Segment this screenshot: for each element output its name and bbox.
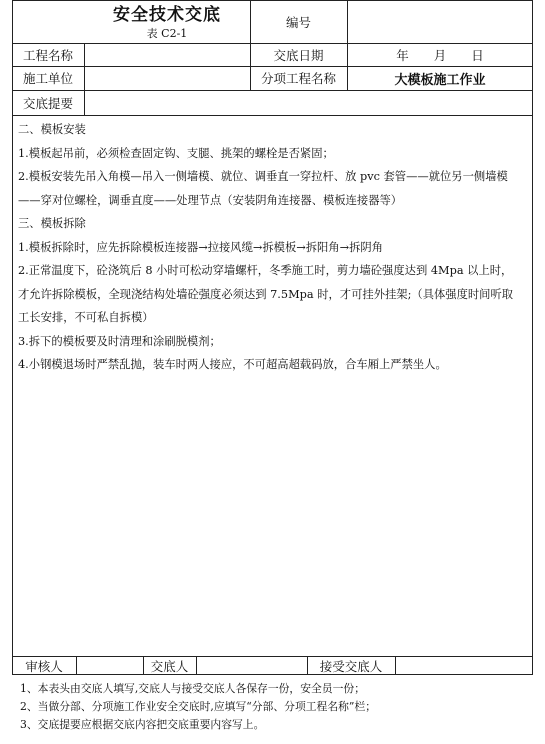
form-code: 表 C2-1 <box>146 27 188 40</box>
content-line: ——穿对位螺栓，调垂直度——处理节点（安装阴角连接器、模板连接器等） <box>18 193 403 207</box>
project-name-field[interactable] <box>84 43 250 66</box>
content-line: 工长安排，不可私自拆模） <box>18 311 154 324</box>
content-line: 2.正常温度下，砼浇筑后 8 小时可松动穿墙螺杆，冬季施工时，剪力墙砼强度达到 4Mpa 以上时， <box>18 264 513 277</box>
content-line: 二、模板安装 <box>18 123 86 136</box>
date-label: 交底日期 <box>273 47 324 63</box>
content-line: 1.模板拆除时，应先拆除模板连接器→拉接风缆→拆模板→拆阳角→拆阴角 <box>18 240 383 254</box>
reviewer-field[interactable] <box>76 656 143 675</box>
content-line: 才允许拆除模板，全现浇结构处墙砼强度必须达到 7.5Mpa 时，才可挂外挂架;（具体强度时间听取 <box>18 287 514 301</box>
subproject-field[interactable]: 大模板施工作业 <box>394 72 486 88</box>
receiver-label: 接受交底人 <box>319 658 383 674</box>
discloser-label: 交底人 <box>150 658 189 674</box>
summary-label: 交底提要 <box>22 95 73 111</box>
content-line: 2.模板安装先吊入角模—吊入一侧墙模、就位、调垂直一穿拉杆、放 pvc 套管——就位另一侧墙模 <box>18 170 508 183</box>
note-item: 1、本表头由交底人填写,交底人与接受交底人各保存一份，安全员一份； <box>20 682 366 695</box>
row-divider <box>12 115 533 116</box>
reviewer-label: 审核人 <box>25 658 63 674</box>
footer-notes <box>20 680 535 734</box>
number-field[interactable] <box>347 0 533 43</box>
form-title: 安全技术交底 <box>113 4 221 25</box>
note-item: 3、交底提要应根据交底内容把交底重要内容写上。 <box>20 718 265 731</box>
project-name-label: 工程名称 <box>22 47 73 63</box>
receiver-field[interactable] <box>395 656 533 675</box>
note-item: 2、当做分部、分项施工作业安全交底时,应填写“分部、分项工程名称”栏； <box>20 700 377 713</box>
contractor-field[interactable] <box>84 66 250 90</box>
content-line: 4.小钢模退场时严禁乱抛，装车时两人接应，不可超高超载码放，合车厢上严禁坐人。 <box>18 358 447 371</box>
summary-field[interactable] <box>84 90 533 115</box>
discloser-field[interactable] <box>196 656 307 675</box>
number-label: 编号 <box>285 14 311 30</box>
contractor-label: 施工单位 <box>22 71 73 86</box>
disclosure-content <box>18 118 530 377</box>
subproject-label: 分项工程名称 <box>260 71 336 86</box>
content-line: 三、模板拆除 <box>18 217 86 230</box>
content-line: 3.拆下的模板要及时清理和涂刷脱模剂； <box>18 334 221 348</box>
date-field[interactable]: 年 月 日 <box>396 47 484 63</box>
content-line: 1.模板起吊前，必须检查固定钩、支腿、挑架的螺栓是否紧固； <box>18 146 334 160</box>
